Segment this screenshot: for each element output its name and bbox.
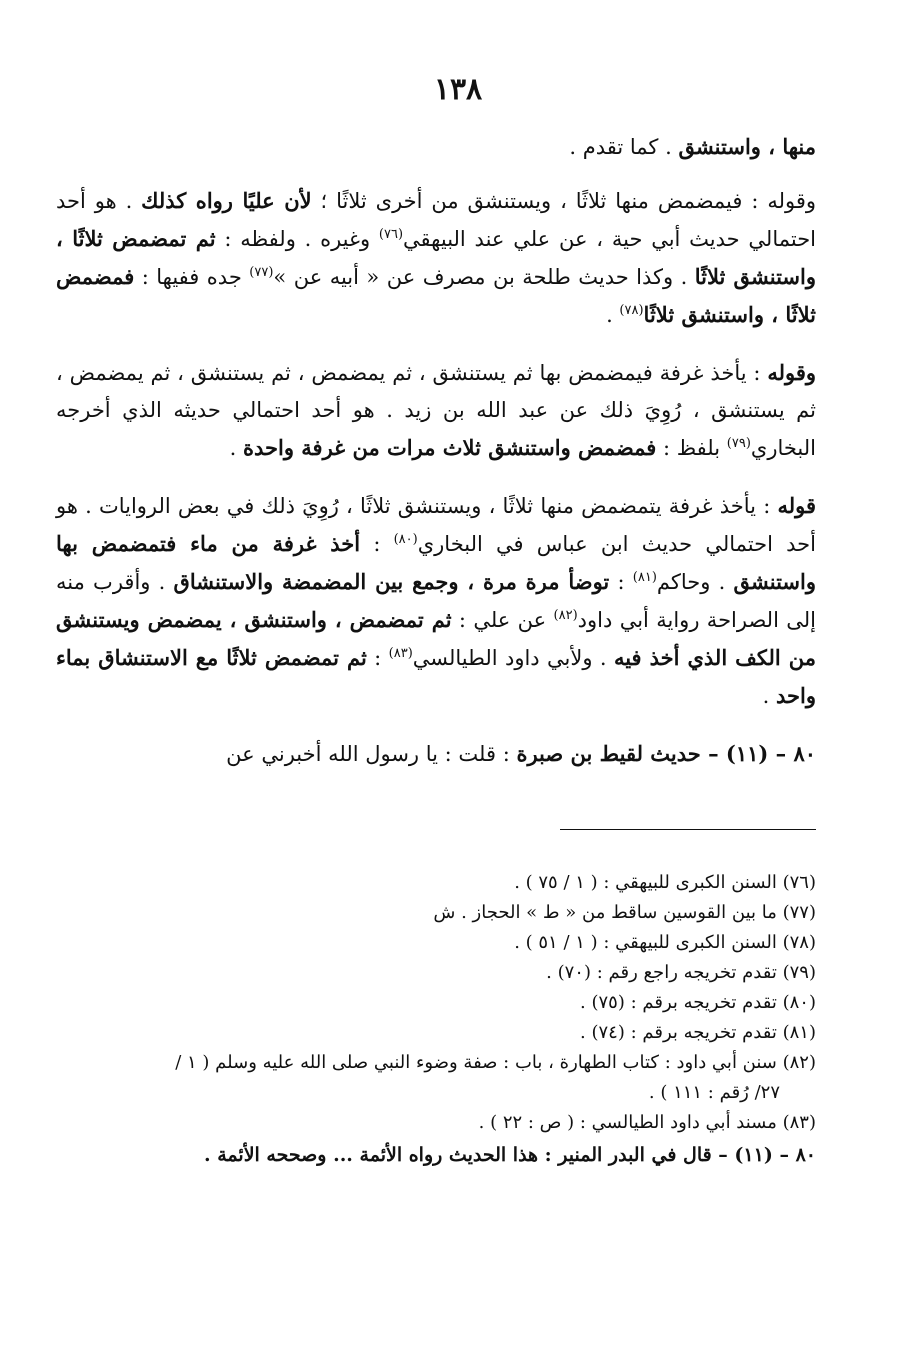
text-run: . وأقرب منه إلى الصراحة رواية أبي داود [56,570,816,632]
text-run: : [609,570,633,594]
text-run: . ولأبي داود الطيالسي [412,646,614,670]
main-text [56,128,816,793]
footnote-ref-80: (٨٠) [393,532,418,547]
text-run: جده ففيها : [134,265,250,289]
text-run: . هو أحد احتمالي حديث أبي حية ، عن علي عند البيهقي [56,189,817,251]
bold-phrase: قوله [777,493,816,518]
text-run: . وكذا حديث طلحة بن مصرف عن « أبيه عن » [273,265,695,289]
hadith-80-line [56,735,816,773]
footnote-ref-77: (٧٧) [249,265,274,280]
bold-phrase: ثم تمضمض ، واستنشق ، يمضمض ويستنشق من الكف الذي أخذ فيه [56,607,816,670]
text-run: . [762,684,777,708]
bold-phrase: أخذ غرفة من ماء فتمضمض بها واستنشق [56,531,816,594]
footnote-76: (٧٦) السنن الكبرى للبيهقي : ( ١ / ٧٥ ) . [514,872,816,893]
footnote-80: (٨٠) تقدم تخريجه برقم : (٧٥) . [580,992,816,1013]
text-run: : [360,532,394,556]
text-run: . كما تقدم . [569,135,679,159]
footnote-ref-79: (٧٩) [726,436,751,451]
text-run: وقوله : فيمضمض منها ثلاثًا ، ويستنشق من أخرى ثلاثًا ؛ [311,189,816,213]
bold-phrase: منها ، واستنشق [678,134,816,159]
final-note: ٨٠ – (١١) – قال في البدر المنير : هذا الحديث رواه الأئمة ... وصححه الأئمة . [204,1144,816,1166]
text-run: وغيره . ولفظه : [215,227,379,251]
footnote-82: (٨٢) سنن أبي داود : كتاب الطهارة ، باب : صفة وضوء النبي صلى الله عليه وسلم ( ١ / [175,1052,816,1073]
page-number: ١٣٨ [433,72,483,107]
footnote-79: (٧٩) تقدم تخريجه راجع رقم : (٧٠) . [546,962,816,983]
footnote-separator [560,829,816,830]
text-run: . [606,303,620,327]
paragraph-1 [56,182,816,334]
footnote-77: (٧٧) ما بين القوسين ساقط من « ط » الحجاز . ش [433,902,816,923]
text-run: عن علي : [451,608,554,632]
text-run: بلفظ : [656,436,727,460]
paragraph-intro [56,128,816,166]
bold-phrase: لأن عليًا رواه كذلك [141,188,312,213]
text-run: : قلت : يا رسول الله أخبرني عن [226,742,517,766]
bold-phrase: توضأ مرة مرة ، وجمع بين المضمضة والاستنشاق [173,569,610,594]
bold-phrase: ثم تمضمض ثلاثًا مع الاستنشاق بماء واحد [56,645,816,708]
footnote-83: (٨٣) مسند أبي داود الطيالسي : ( ص : ٢٢ ) . [478,1112,816,1133]
bold-phrase: ثم تمضمض ثلاثًا ، واستنشق ثلاثًا [56,226,816,289]
bold-phrase: فمضمض واستنشق ثلاث مرات من غرفة واحدة [243,435,657,460]
paragraph-3 [56,487,816,715]
text-run: : يأخذ غرفة فيمضمض بها ثم يستنشق ، ثم يمضمض ، ثم يستنشق ، ثم يمضمض ، ثم يستنشق ، رُوِيَ ذلك عن عبد الله بن زيد . هو أحد احتمالي حديثه الذي أخرجه البخاري [56,361,816,460]
text-run: . [229,436,243,460]
paragraph-2 [56,354,816,467]
footnote-82-continuation: ٢٧/ رُقم : ١١١ ) . [648,1082,780,1103]
footnote-ref-82: (٨٢) [553,608,578,623]
footnote-ref-81: (٨١) [632,570,657,585]
bold-phrase: فمضمض ثلاثًا ، واستنشق ثلاثًا [56,264,816,327]
footnote-ref-78: (٧٨) [619,303,644,318]
footnotes [56,868,816,1170]
text-run: : يأخذ غرفة يتمضمض منها ثلاثًا ، ويستنشق ثلاثًا ، رُوِيَ ذلك في بعض الروايات . هو أحد احتمالي حديث ابن عباس في البخاري [56,494,816,556]
footnote-81: (٨١) تقدم تخريجه برقم : (٧٤) . [580,1022,816,1043]
footnote-ref-76: (٧٦) [378,227,404,242]
text-run: . وحاكم [656,570,734,594]
footnote-78: (٧٨) السنن الكبرى للبيهقي : ( ١ / ٥١ ) . [514,932,816,953]
text-run: : [366,646,389,670]
bold-phrase: وقوله [767,360,816,385]
hadith-heading: ٨٠ – (١١) – حديث لقيط بن صبرة [516,741,816,766]
footnote-ref-83: (٨٣) [388,646,413,661]
